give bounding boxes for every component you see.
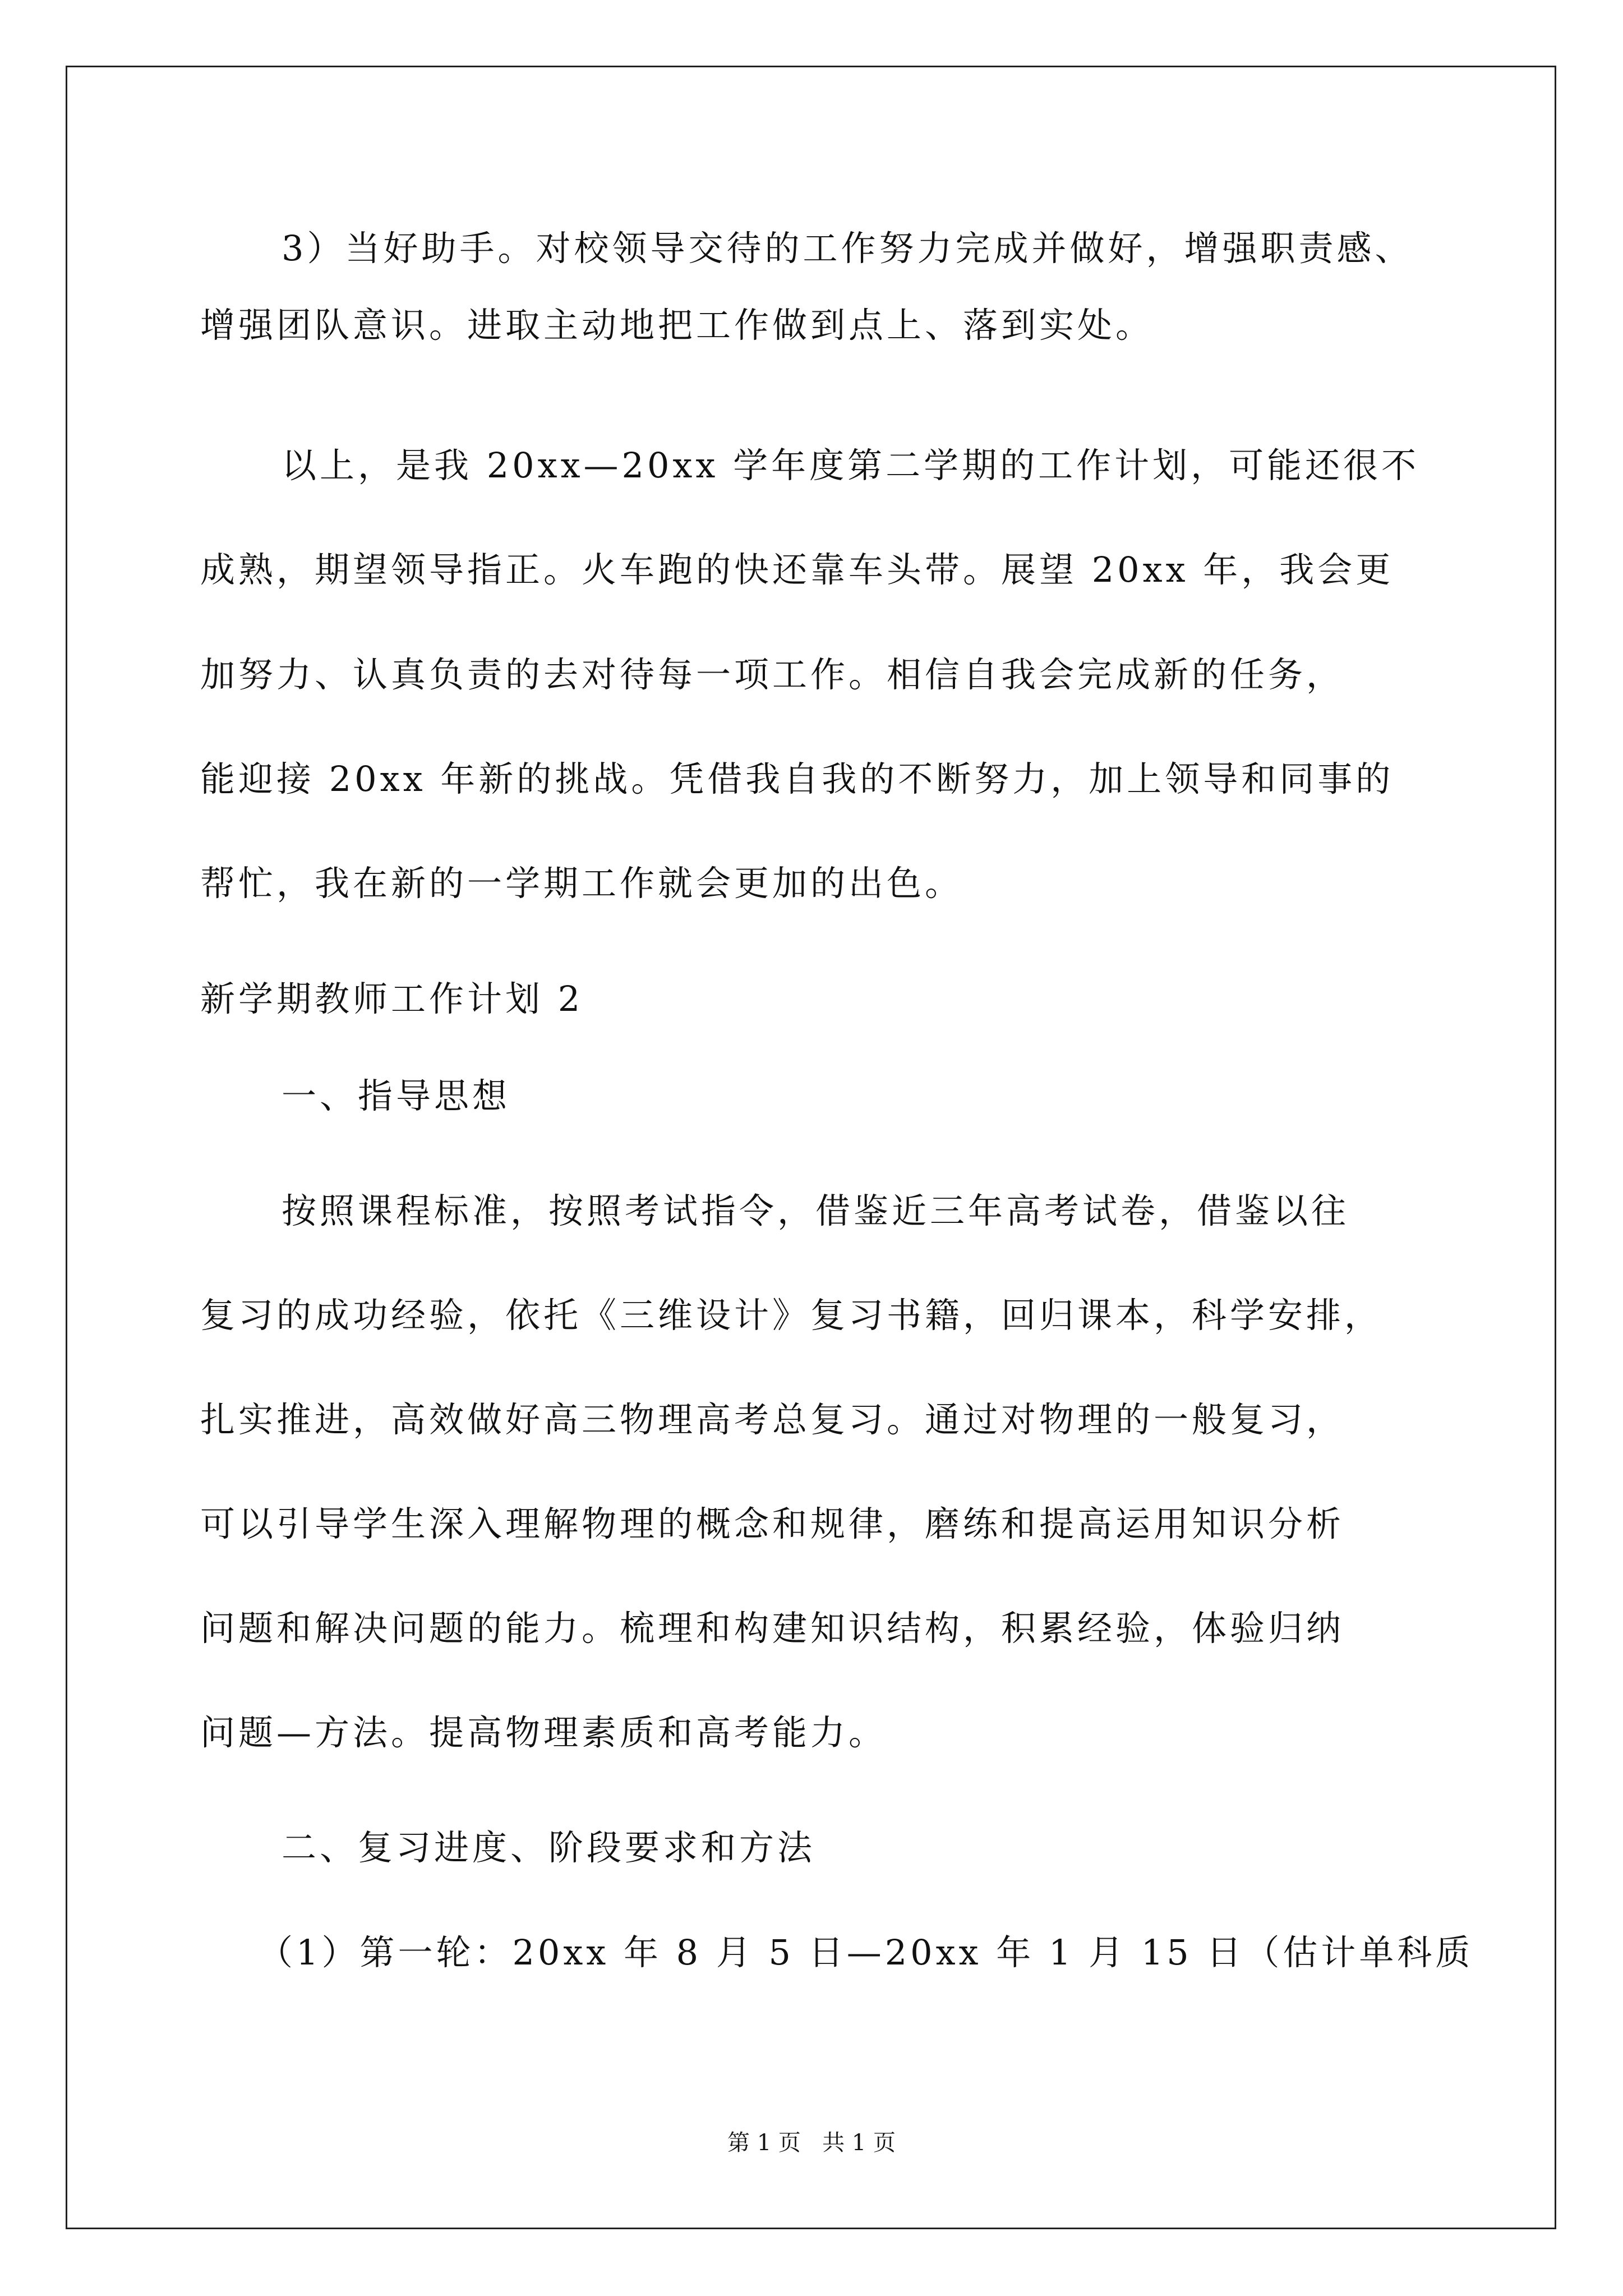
paragraph-line: 加努力、认真负责的去对待每一项工作。相信自我会完成新的任务，: [200, 654, 1345, 695]
page-border: [66, 66, 1556, 2229]
paragraph-line: 以上，是我 20xx—20xx 学年度第二学期的工作计划，可能还很不: [282, 445, 1420, 486]
paragraph-line: 成熟，期望领导指正。火车跑的快还靠车头带。展望 20xx 年，我会更: [200, 549, 1394, 590]
paragraph-line: 可以引导学生深入理解物理的概念和规律，磨练和提高运用知识分析: [200, 1503, 1345, 1544]
paragraph-line: 3）当好助手。对校领导交待的工作努力完成并做好，增强职责感、: [282, 228, 1413, 269]
paragraph-line: 能迎接 20xx 年新的挑战。凭借我自我的不断努力，加上领导和同事的: [200, 758, 1394, 799]
paragraph-line: 问题和解决问题的能力。梳理和构建知识结构，积累经验，体验归纳: [200, 1608, 1345, 1649]
paragraph-line: 增强团队意识。进取主动地把工作做到点上、落到实处。: [200, 305, 1154, 346]
paragraph-line: 复习的成功经验，依托《三维设计》复习书籍，回归课本，科学安排，: [200, 1295, 1383, 1336]
section-heading: 二、复习进度、阶段要求和方法: [282, 1827, 816, 1868]
paragraph-line: （1）第一轮：20xx 年 8 月 5 日—20xx 年 1 月 15 日（估计单科质: [258, 1932, 1474, 1973]
section-title: 新学期教师工作计划 2: [200, 978, 584, 1019]
section-heading: 一、指导思想: [282, 1075, 511, 1116]
page-number: 第 1 页 共 1 页: [727, 2130, 896, 2156]
paragraph-line: 扎实推进，高效做好高三物理高考总复习。通过对物理的一般复习，: [200, 1399, 1345, 1440]
paragraph-line: 按照课程标准，按照考试指令，借鉴近三年高考试卷，借鉴以往: [282, 1190, 1350, 1231]
paragraph-line: 问题—方法。提高物理素质和高考能力。: [200, 1712, 887, 1753]
paragraph-line: 帮忙，我在新的一学期工作就会更加的出色。: [200, 863, 963, 904]
